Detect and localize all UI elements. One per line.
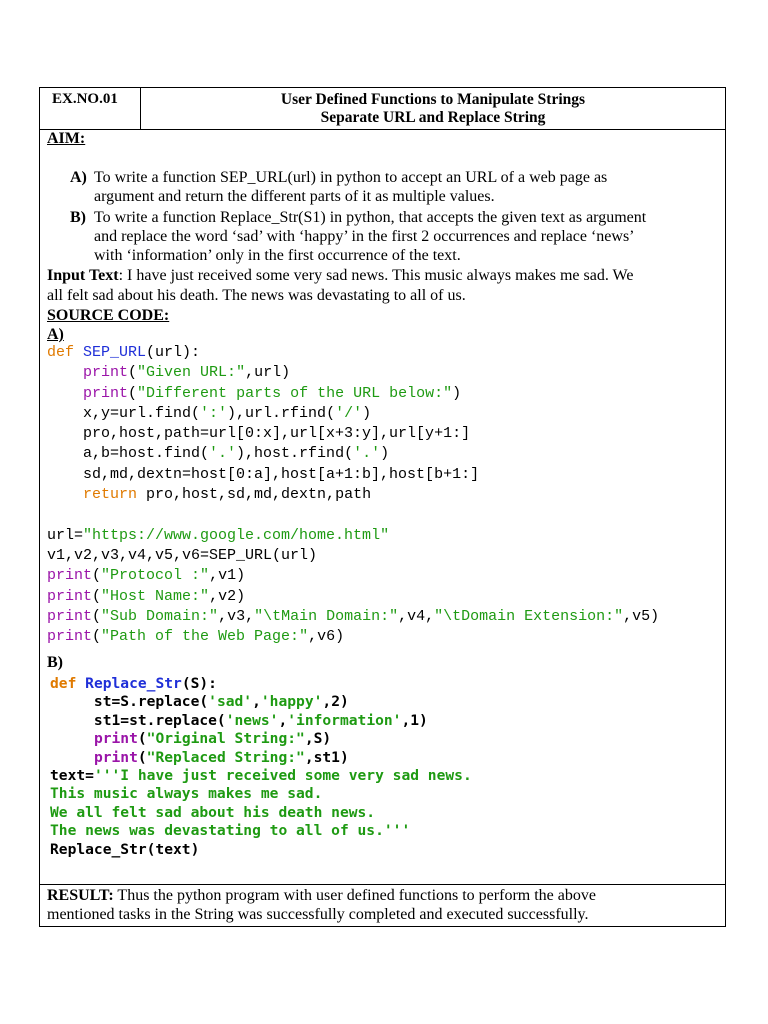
code-token: "Given URL:" [137,364,246,382]
aim-b-line-3: with ‘information’ only in the first occurrence of the text. [94,247,461,264]
code-token: pro,host,path=url[0:x],url[x+3:y],url[y+1:] [47,425,471,443]
code-token: (S): [181,675,217,692]
code-line [50,749,472,767]
code-token: print [47,587,93,605]
code-token [47,364,83,381]
input-text-content: : I have just received some very sad news. This music always makes me sad. We [118,267,634,284]
code-token: "Path of the Web Page:" [101,628,309,646]
code-line [47,627,659,647]
result-line-1 [47,886,725,905]
code-line [50,767,472,785]
code-line [47,526,659,546]
code-token: def [47,344,84,361]
code-token: ( [92,607,102,625]
source-code-heading: SOURCE CODE: [47,307,170,324]
code-line [50,841,472,859]
code-block-a [47,343,659,647]
code-token: ,v1) [209,567,246,585]
code-token: st1=st.replace( [50,711,226,729]
code-token: "Different parts of the URL below:" [137,384,453,402]
input-text-line-1 [47,266,633,286]
code-line [47,587,659,607]
code-line [47,404,659,424]
code-line [47,607,659,627]
code-token: "Sub Domain:" [101,607,219,625]
code-token: (url): [146,344,201,361]
code-line [47,505,659,525]
code-token: print [93,730,138,748]
code-token: ( [128,384,138,402]
code-token: print [93,748,138,766]
code-token [47,385,83,402]
code-token: st=S.replace( [50,693,209,711]
code-token [47,486,83,503]
code-line [47,363,659,383]
code-token: ,v2) [209,587,246,605]
code-token: print [83,364,129,382]
code-token: ( [128,364,138,382]
code-token: '''I have just received some very sad news. [93,767,472,785]
code-token: "https://www.google.com/home.html" [83,526,390,544]
code-token: "Original String:" [146,730,305,748]
code-token: 'sad' [208,693,253,711]
aim-a-label: A) [70,169,87,186]
code-token [50,749,94,766]
code-token: The news was devastating to all of us.''' [50,822,411,840]
source-b-label: B) [47,654,63,671]
code-token: sd,md,dextn=host[0:a],host[a+1:b],host[b+1:] [47,465,480,483]
aim-b-label: B) [70,209,86,226]
result-section [40,884,725,924]
code-token: , [278,711,288,729]
source-a-label: A) [47,326,64,343]
code-token: SEP_URL [83,344,147,361]
result-line-2: mentioned tasks in the String was successfully completed and executed successfully. [47,906,589,923]
code-token: , [252,693,261,711]
code-token: ,1) [401,711,428,729]
code-token: "\tMain Domain:" [254,607,399,625]
code-token: a,b=host.find( [47,445,210,463]
exercise-sheet [39,87,726,927]
code-token: ( [92,567,102,585]
aim-a-line-2: argument and return the different parts of it as multiple values. [94,188,495,205]
exercise-number: EX.NO.01 [40,88,141,129]
input-text-line-2: all felt sad about his death. The news was devastating to all of us. [47,287,466,304]
code-token: We all felt sad about his death news. [50,803,376,821]
header-row [40,88,725,130]
code-token: ,S) [304,730,332,748]
code-token: ),host.rfind( [236,445,354,463]
aim-a-line-1: To write a function SEP_URL(url) in python to accept an URL of a web page as [94,169,608,186]
title-line-1: User Defined Functions to Manipulate Strings [280,91,586,108]
code-line [47,384,659,404]
code-line [47,424,659,444]
code-token: 'news' [225,711,279,729]
code-line [50,693,472,711]
code-token: 'information' [287,711,402,729]
code-token: url= [47,526,84,544]
code-token: ,v3, [218,607,255,625]
code-token: '/' [335,404,363,422]
code-line [50,730,472,748]
code-token: x,y=url.find( [47,404,201,422]
code-token: '.' [209,445,237,463]
code-token: text= [50,767,94,785]
code-token: def [50,675,86,692]
exercise-title [141,88,725,127]
code-token [50,730,94,747]
code-token: This music always makes me sad. [50,785,323,803]
code-token: print [47,567,93,585]
result-text: Thus the python program with user defined functions to perform the above [113,887,596,904]
code-token: ) [452,384,462,402]
code-token: "Replaced String:" [146,748,305,766]
code-token: ,v5) [623,607,660,625]
code-token: return [83,486,138,504]
code-token: v1,v2,v3,v4,v5,v6=SEP_URL(url) [47,546,318,564]
code-line [50,822,472,840]
code-token: ( [137,730,147,748]
code-token: ) [380,445,390,463]
code-token: print [47,607,93,625]
code-token: pro,host,sd,md,dextn,path [137,486,372,504]
title-line-2: Separate URL and Replace String [320,109,546,126]
code-line [47,566,659,586]
code-token: print [47,628,93,646]
code-token: Replace_Str(text) [50,840,200,858]
code-token: ( [137,748,147,766]
code-line [50,675,472,693]
code-block-b [50,675,472,859]
code-token: ( [92,587,102,605]
result-label: RESULT: [47,887,114,904]
code-token: Replace_Str [85,675,182,692]
code-token: ,v4, [398,607,435,625]
code-line [47,485,659,505]
aim-b-line-1: To write a function Replace_Str(S1) in python, that accepts the given text as argument [94,209,647,226]
code-token: print [83,384,129,402]
code-token: ,2) [322,693,349,711]
code-line [47,465,659,485]
code-line [50,804,472,822]
code-token: ( [92,628,102,646]
aim-b-line-2: and replace the word ‘sad’ with ‘happy’ in the first 2 occurrences and replace ‘news’ [94,228,635,245]
code-token: ) [362,404,372,422]
code-token: ),url.rfind( [227,404,336,422]
code-token: ':' [200,404,228,422]
code-line [50,785,472,803]
code-line [50,712,472,730]
code-token: ,url) [245,364,291,382]
input-text-label: Input Text [47,267,119,284]
code-token: '.' [353,445,381,463]
code-token: ,st1) [304,748,349,766]
code-token: "\tDomain Extension:" [434,607,624,625]
code-token: ,v6) [308,628,345,646]
code-token: "Protocol :" [101,567,210,585]
aim-heading: AIM: [47,130,86,147]
code-token: 'happy' [260,693,323,711]
code-token: "Host Name:" [101,587,210,605]
code-line [47,546,659,566]
code-line [47,343,659,363]
code-line [47,444,659,464]
